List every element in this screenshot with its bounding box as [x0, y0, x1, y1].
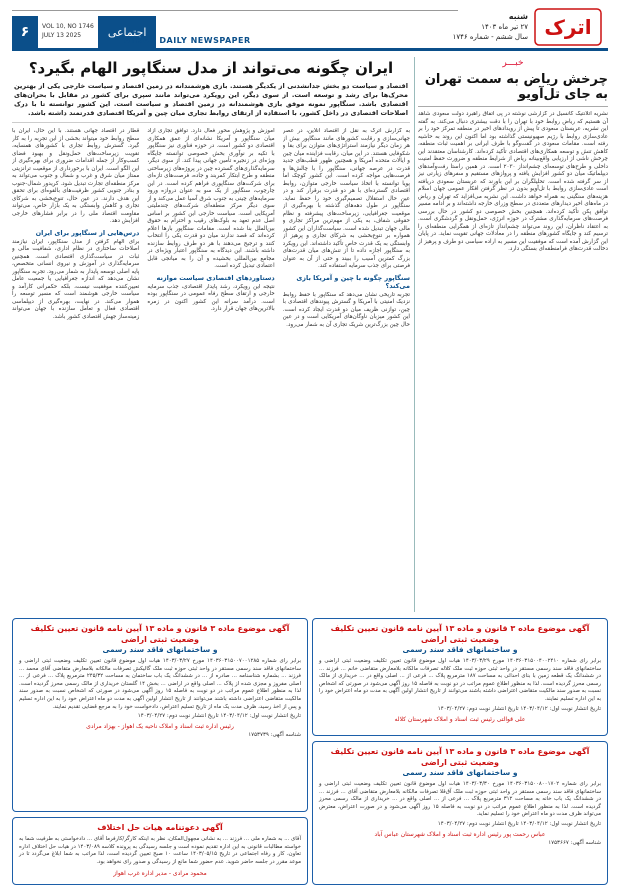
main-article-lead: اقتصاد و سیاست دو بخش جدانشدنی از یکدیگر هستند. بازی هوشمندانه در زمین اقتصاد و سیاست خارجی یکی از بهترین محرک‌ها برای رشد و توسعه است. از سوی دیگر، این رویکرد می‌تواند مانند سپری برای کشور در مقابل با بحران‌های اقتصادی باشد. سنگاپور نمونه موفق بازی هوشمندانه در زمین اقتصاد و سیاست است. این کشور توانسته تا با درک اصلاحات اقتصادی در داخل کشور، با استفاده از ارتقای روابط تجاری میان چین و آمریکا اقتصادی قدرتمند داشته باشد.	[12, 82, 410, 123]
article-column-3	[12, 128, 139, 598]
ad-title: آگهی موضوع ماده ۳ قانون و ماده ۱۳ آیین نامه قانون تعیین تکلیف وضعیت ثبتی اراضی	[330, 747, 590, 767]
article-title: چرخش ریاض به سمت تهران به جای تل‌آویو	[418, 69, 608, 107]
section-label: اجتماعی	[98, 16, 157, 48]
column-divider	[414, 57, 415, 612]
ad-subtitle: و ساختمانهای فاقد سند رسمی	[102, 645, 218, 654]
column-text: تجربه تاریخی نشان می‌دهد که سنگاپور با حفظ روابط نزدیک امنیتی با آمریکا و گسترش پیوندهای اقتصادی با چین، توازنی ظریف میان دو قدرت ایجاد کرده است. این کشور میزبان ناوگان‌های آمریکایی است و در عین حال چین بزرگ‌ترین شریک تجاری آن به شمار می‌رود.	[282, 291, 410, 328]
main-article-title: ایران چگونه می‌تواند از مدل سنگاپور الهام بگیرد؟	[28, 59, 394, 77]
ad-dates: تاریخ انتشار نوبت اول: ۱۴۰۳/۰۴/۱۲ تاریخ انتشار نوبت دوم: ۱۴۰۳/۰۴/۲۷	[437, 820, 601, 827]
newspaper-name: ATRAK DAILY NEWSPAPER	[124, 36, 251, 45]
ad-text: برابر رای شماره ۱۴۰۳۶۰۳۱۵۰۰۸۰۰۱۷۰۲ مورخ ۱۴۰۳/۰۳/۳۰ هیات اول موضوع قانون تعیین تکلیف وضعیت ثبتی اراضی و ساختمانهای فاقد سند رسمی مستقر در واحد ثبتی حوزه ثبت ملک آق‌قلا تصرفات مالکانه بلامعارض متقاضی آقای ... فرزند ... در ششدانگ یک باب خانه به مساحت ۳۱۲ مترمربع پلاک ... فرعی از ... اصلی واقع در ... خریداری از مالک رسمی محرز گردیده است. لذا به منظور اطلاع عموم مراتب در دو نوبت به فاصله ۱۵ روز آگهی می‌شود و در صورت اعتراض، معترض می‌تواند ظرف مدت دو ماه اعتراض خود را تسلیم نماید.	[319, 781, 601, 818]
ad-signature: رئیس اداره ثبت اسناد و املاک ناحیه یک اهواز - بهزاد مرادی	[86, 723, 234, 731]
page-number: ۶	[12, 16, 38, 48]
ad-subtitle: و ساختمانهای فاقد سند رسمی	[402, 645, 518, 654]
article-columns	[12, 123, 410, 598]
legal-ad-3	[312, 741, 608, 885]
ad-text: برابر رای شماره ۱۴۰۳۶۰۳۱۵۰۰۷۰۰۱۲۸۵ مورخ ۱۴۰۳/۰۳/۲۷ هیات اول موضوع قانون تعیین تکلیف وضعیت ثبتی اراضی و ساختمانهای فاقد سند رسمی مستقر در واحد ثبتی حوزه ثبت ملک گالیکش تصرفات مالکانه بلامعارض متقاضی آقای محمد ... فرزند ... بشماره شناسنامه ... صادره از ... در ششدانگ یک باب ساختمان به مساحت ۲۴۵/۳۲ مترمربع پلاک ... فرعی از ... اصلی مفروز و مجزی شده از پلاک ... اصلی واقع در اراضی ... بخش ۱۴ گلستان خریداری از مالک رسمی محرز گردیده است. لذا به منظور اطلاع عموم مراتب در دو نوبت به فاصله ۱۵ روز آگهی می‌شود در صورتی که اشخاص نسبت به صدور سند مالکیت متقاضی اعتراضی داشته باشند می‌توانند از تاریخ انتشار اولین آگهی به مدت دو ماه اعتراض خود را به این اداره تسلیم و پس از اخذ رسید، ظرف مدت یک ماه از تاریخ تسلیم اعتراض، دادخواست خود را به مرجع قضایی تقدیم نمایند.	[19, 658, 302, 710]
subheading: سنگاپور چگونه با چین و آمریکا بازی می‌کند؟	[296, 273, 410, 290]
ad-dates: تاریخ انتشار نوبت اول: ۱۴۰۳/۰۴/۱۲ تاریخ انتشار نوبت دوم: ۱۴۰۳/۰۴/۲۷	[437, 705, 601, 712]
date-text: ۲۷ تیر ماه ۱۴۰۳	[481, 23, 528, 31]
ad-text: آقای ... به شماره ملی ... فرزند ... به نشانی مجهول‌المکان، نظر به اینکه کارگر/کارفرما آقای ... دادخواستی به طرفیت شما به خواسته مطالبات قانونی به این اداره تقدیم نموده است و جلسه رسیدگی به پرونده کلاسه ۱۴۰۳/۰۸۹ در هیات حل اختلاف اداره تعاون، کار و رفاه اجتماعی در تاریخ ۱۴۰۳/۰۵/۱۵ ساعت ۱۰ صبح تعیین گردیده است، لذا مراتب به شما ابلاغ می‌گردد تا در موعد مقرر در جلسه حاضر شوید. عدم حضور شما مانع از رسیدگی و صدور رای نخواهد بود.	[19, 836, 301, 865]
ads-section	[12, 618, 608, 887]
main-article	[12, 57, 410, 612]
volume-line: VOL 10, NO 1746	[42, 23, 94, 30]
weekday: شنبه	[508, 12, 528, 21]
article-column-1	[283, 128, 410, 598]
column-text: قطار در اقتصاد جهانی هستند. با این حال، ایران با سطح روابط خود میتواند بخشی از این تجربه را به کار گیرد. گسترش روابط تجاری با کشورهای همسایه، تقویت زیرساخت‌های حمل‌ونقل و بهبود فضای کسب‌وکار از جمله اقدامات ضروری برای بهره‌گیری از این الگو است. ایران با برخورداری از موقعیت ترانزیتی ممتاز میان شرق و غرب و شمال و جنوب می‌تواند به مرکز منطقه‌ای تجارت تبدیل شود. کریدور شمال-جنوب و بنادر جنوبی کشور ظرفیت‌های بالقوه‌ای برای تحقق این هدف دارند. در عین حال، تنوع‌بخشی به شرکای تجاری و کاهش وابستگی به یک بازار خاص، می‌تواند مقاومت اقتصاد ملی را در برابر فشارهای خارجی افزایش دهد.	[12, 128, 140, 224]
ad-serial: شناسه آگهی: ۱۷۵۳۶۶۷	[548, 839, 601, 846]
ad-serial: شناسه آگهی: ۱۷۵۳۷۳۹	[248, 732, 301, 739]
issue-number: سال ششم - شماره ۱۷۴۶	[452, 33, 528, 41]
column-text: آموزش و پژوهش محور فعال دارد. توافق تجاری آزاد میان سنگاپور و آمریکا نشانه‌ای از عمق همکاری اقتصادی دو کشور است. در حوزه فناوری نیز سنگاپور با تکیه بر نوآوری بخش خصوصی توانسته جایگاه ویژه‌ای در زنجیره تأمین جهانی پیدا کند. از سوی دیگر، سرمایه‌گذاری‌های گسترده چین در پروژه‌های زیرساختی منطقه و طرح ابتکار کمربند و جاده، فرصت‌های تازه‌ای برای شرکت‌های سنگاپوری فراهم کرده است. در این چارچوب، سنگاپور از یک سو به عنوان دروازه ورود سرمایه‌های چینی به جنوب شرق آسیا عمل می‌کند و از سوی دیگر مرکز منطقه‌ای شرکت‌های چندملیتی آمریکایی است. سیاست خارجی این کشور بر اساس اصل عدم تعهد به بلوک‌های رقیب و احترام به حقوق بین‌الملل بنا شده است. مقامات سنگاپور بارها اعلام کرده‌اند که قصد ندارند میان دو قدرت یکی را انتخاب کنند و ترجیح می‌دهند با هر دو طرف روابط سازنده داشته باشند. این دیدگاه به سنگاپور اعتبار ویژه‌ای در مجامع بین‌المللی بخشیده و آن را به میانجی قابل اعتمادی تبدیل کرده است.	[147, 128, 275, 269]
legal-ad-1	[12, 618, 308, 812]
ad-title: آگهی دعوتنامه هیات حل اختلاف	[97, 823, 223, 832]
issue-date	[453, 12, 528, 42]
article-kicker: خبـــر	[502, 58, 524, 68]
atrak-logo-icon	[534, 8, 602, 46]
svg-text:اترک: اترک	[544, 15, 592, 39]
right-article	[418, 57, 608, 612]
subheading: دستاوردهای اقتصادی سیاست موازنه	[156, 273, 275, 282]
ad-signature: علی قوالتی رئیس ثبت اسناد و املاک شهرستان کلاله	[394, 715, 526, 723]
ad-text: برابر رای شماره ۱۴۰۳۶۰۳۱۵۰۰۴۰۰۲۴۱۰ مورخ ۱۴۰۳/۰۳/۲۹ هیات اول موضوع قانون تعیین تکلیف وضعیت ثبتی اراضی و ساختمانهای فاقد سند رسمی مستقر در واحد ثبتی حوزه ثبت ملک کلاله تصرفات مالکانه بلامعارض متقاضی خانم ... فرزند ... در ششدانگ یک قطعه زمین با بنای احداثی به مساحت ۱۸۷ مترمربع پلاک ... فرعی از ... اصلی واقع در ... خریداری از مالک رسمی محرز گردیده است. لذا به منظور اطلاع عموم مراتب در دو نوبت به فاصله ۱۵ روز آگهی می‌شود در صورتی که اشخاص نسبت به صدور سند مالکیت متقاضی اعتراضی داشته باشند می‌توانند از تاریخ انتشار اولین آگهی به مدت دو ماه اعتراض خود را به این اداره تسلیم نمایند.	[319, 658, 601, 702]
article-column-2	[147, 128, 274, 598]
column-text: نتیجه این رویکرد، رشد پایدار اقتصادی، جذب سرمایه خارجی و ارتقای سطح رفاه عمومی در سنگاپور بوده است. درآمد سرانه این کشور اکنون در زمره بالاترین‌های جهان قرار دارد.	[147, 283, 275, 312]
ad-dates: تاریخ انتشار نوبت اول: ۱۴۰۳/۰۴/۱۲ تاریخ انتشار نوبت دوم: ۱۴۰۳/۰۴/۲۷	[137, 713, 301, 720]
ad-title: آگهی موضوع ماده ۳ قانون و ماده ۱۳ آیین نامه قانون تعیین تکلیف وضعیت ثبتی اراضی	[30, 624, 290, 644]
ad-title: آگهی موضوع ماده ۳ قانون و ماده ۱۳ آیین نامه قانون تعیین تکلیف وضعیت ثبتی اراضی	[330, 624, 590, 644]
ad-signature: عباس رحمت پور رئیس اداره ثبت اسناد و املاک شهرستان عباس آباد	[374, 830, 546, 838]
header-rule	[12, 10, 458, 11]
page-body	[12, 51, 608, 887]
legal-ad-2	[312, 618, 608, 736]
article-body: نشریه آتلانتیک کانسیل در گزارشی نوشته در پی اتفاق راهبرد دولت سعودی شاهد آن هستیم که ریاض روابط خود با تهران را با دقت بیشتری دنبال می‌کند. به گفته این نشریه، عربستان سعودی تا پیش از رویدادهای اخیر در منطقه تمرکز خود را بر عادی‌سازی روابط با رژیم صهیونیستی گذاشته بود اما اکنون این روند به حاشیه رفته است. مقامات سعودی در گفت‌وگو با طرف ایرانی بر اهمیت ثبات منطقه، کاهش تنش و توسعه همکاری‌های اقتصادی تأکید کرده‌اند. کارشناسان معتقدند این چرخش ناشی از ارزیابی واقع‌بینانه ریاض از شرایط منطقه و ضرورت حفظ امنیت داخلی و طرح‌های توسعه‌ای چشم‌انداز ۲۰۳۰ است. در همین راستا رفت‌وآمدهای دیپلماتیک میان دو کشور افزایش یافته و پروازهای مستقیم و سفرهای زیارتی نیز از سر گرفته شده است. تحلیلگران بر این باورند که عربستان سعودی دریافته است عادی‌سازی روابط با تل‌آویو بدون در نظر گرفتن افکار عمومی جهان اسلام هزینه‌های سنگینی به همراه خواهد داشت. این نشریه می‌افزاید که تهران و ریاض در ماه‌های اخیر دیدارهای متعددی در سطح وزرای خارجه داشته‌اند و بر ادامه مسیر توافق پکن تأکید کرده‌اند. همچنین بخش خصوصی دو کشور در حال بررسی فرصت‌های سرمایه‌گذاری مشترک در حوزه انرژی، حمل‌ونقل و گردشگری است. به اعتقاد ناظران، این روند می‌تواند چشم‌انداز تازه‌ای از همگرایی منطقه‌ای را ترسیم کند و جایگاه کشورهای منطقه را در معادلات جهانی تقویت نماید. در پایان این گزارش آمده است که موفقیت این مسیر به اراده سیاسی دو طرف و پرهیز از دخالت قدرت‌های فرامنطقه‌ای بستگی دارد.	[418, 111, 608, 252]
page-header	[12, 4, 608, 51]
ad-signature: محمود مرادی - مدیر اداره غرب اهواز	[113, 870, 207, 878]
volume-info	[38, 16, 98, 48]
column-text: به گزارش اترک به نقل از اقتصاد آنلاین، در عصر جهانی‌سازی و رقابت کشورهای مانند سنگاپور بیش از هر زمان دیگر نیازمند استراتژی‌های متوازن برای بقا و شکوفایی هستند. در این میان، رقابت فزاینده میان چین و ایالات متحده آمریکا و همچنین ظهور قطب‌های جدید قدرت در عرصه جهانی، سنگاپور را با چالش‌ها و فرصت‌هایی مواجه کرده است. این کشور کوچک اما پویا توانسته با اتخاذ سیاست خارجی متوازن، روابط اقتصادی گسترده‌ای با هر دو قدرت برقرار کند و در عین حال استقلال تصمیم‌گیری خود را حفظ نماید. سنگاپور در طول دهه‌های گذشته با بهره‌گیری از موقعیت جغرافیایی، زیرساخت‌های پیشرفته و نظام حقوقی شفاف، به یکی از مهم‌ترین مراکز تجاری و مالی جهان تبدیل شده است. سیاست‌گذاران این کشور همواره بر تنوع‌بخشی به شرکای تجاری و پرهیز از وابستگی به یک قدرت خاص تأکید داشته‌اند. این رویکرد به سنگاپور اجازه داده تا از تنش‌های میان قدرت‌های بزرگ کمترین آسیب را ببیند و حتی از آن به عنوان فرصتی برای جذب سرمایه استفاده کند.	[282, 128, 410, 269]
subheading: درس‌هایی از سنگاپور برای ایران	[35, 228, 140, 237]
column-text: برای الهام گرفتن از مدل سنگاپور، ایران نیازمند اصلاحات ساختاری در نظام اداری، شفافیت مالی و ثبات در سیاست‌گذاری اقتصادی است. همچنین سرمایه‌گذاری در آموزش و نیروی انسانی متخصص، پایه اصلی توسعه پایدار به شمار می‌رود. تجربه سنگاپور نشان می‌دهد که اندازه جغرافیایی یا جمعیت عامل تعیین‌کننده موفقیت نیست، بلکه حکمرانی کارآمد و سیاست خارجی هوشمند است که مسیر توسعه را هموار می‌کند. در نهایت، بهره‌گیری از دیپلماسی اقتصادی فعال و تعامل سازنده با جهان می‌تواند زمینه‌ساز جهش اقتصادی کشور باشد.	[12, 238, 140, 320]
ad-subtitle: و ساختمانهای فاقد سند رسمی	[402, 768, 518, 777]
arbitration-notice-ad	[12, 817, 308, 885]
volume-date: JULY 13 2025	[42, 32, 82, 39]
